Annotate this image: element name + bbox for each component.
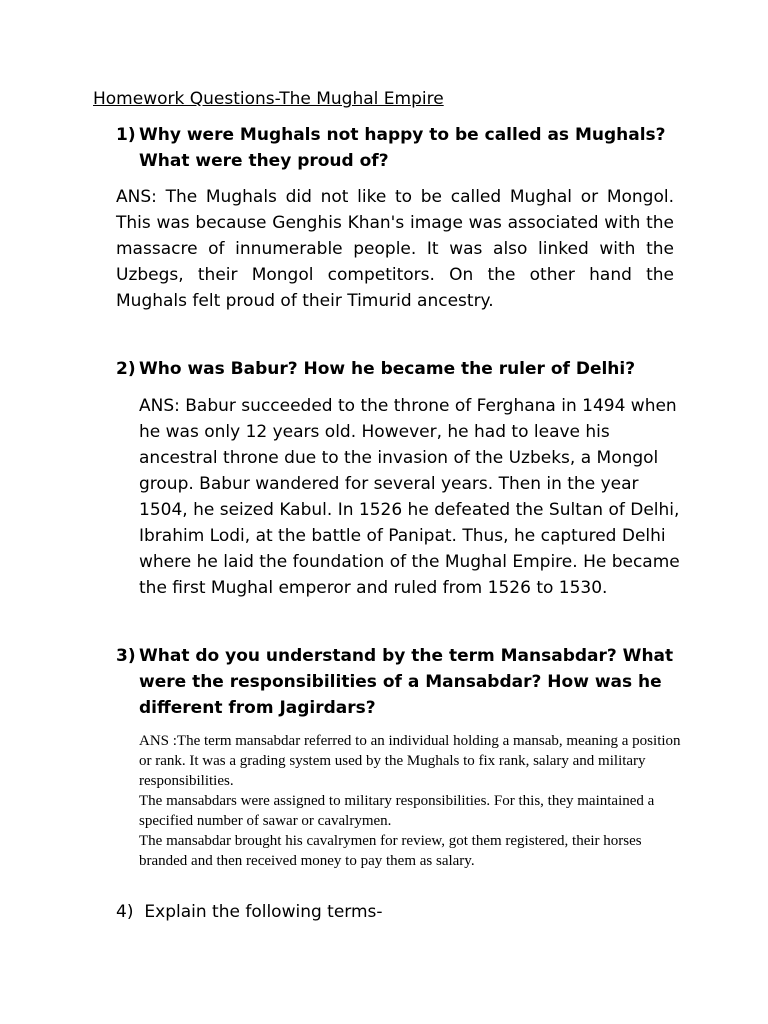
- question-3-text: What do you understand by the term Mansabdar? What were the responsibilities of a Mansabdar? How was he different from Jagirdars?: [139, 646, 674, 718]
- answer-2: ANS: Babur succeeded to the throne of Ferghana in 1494 when he was only 12 years old. However, he had to leave his ancestral throne due to the invasion of the Uzbeks, a Mongol group. Babur wandered for several years. Then in the year 1504, he seized Kabul. In 1526 he defeated the Sultan of Delhi, Ibrahim Lodi, at the battle of Panipat. Thus, he captured Delhi where he laid the foundation of the Mughal Empire. He became the first Mughal emperor and ruled from 1526 to 1530.: [139, 396, 680, 598]
- question-1-text: Why were Mughals not happy to be called as Mughals? What were they proud of?: [139, 125, 666, 171]
- question-3-number: 3): [116, 646, 136, 666]
- question-4-number: 4): [116, 902, 134, 922]
- answer-3-paragraph: ANS :The term mansabdar referred to an individual holding a mansab, meaning a position or rank. It was a grading system used by the Mughals to fix rank, salary and military responsibilities.: [139, 733, 681, 789]
- answer-3-paragraph: The mansabdar brought his cavalrymen for review, got them registered, their horses branded and then received money to pay them as salary.: [139, 833, 642, 869]
- question-2-number: 2): [116, 359, 136, 379]
- question-1-number: 1): [116, 125, 136, 145]
- question-2-text: Who was Babur? How he became the ruler of Delhi?: [139, 359, 636, 379]
- answer-3-paragraph: The mansabdars were assigned to military responsibilities. For this, they maintained a specified number of sawar or cavalrymen.: [139, 793, 655, 829]
- question-4-text: Explain the following terms-: [144, 902, 383, 922]
- question-4: [116, 902, 383, 922]
- page-title: Homework Questions-The Mughal Empire: [93, 89, 444, 109]
- answer-3: [139, 731, 684, 871]
- answer-1: ANS: The Mughals did not like to be called Mughal or Mongol. This was because Genghis Khan's image was associated with the massacre of innumerable people. It was also linked with the Uzbegs, their Mongol competitors. On the other hand the Mughals felt proud of their Timurid ancestry.: [116, 187, 674, 311]
